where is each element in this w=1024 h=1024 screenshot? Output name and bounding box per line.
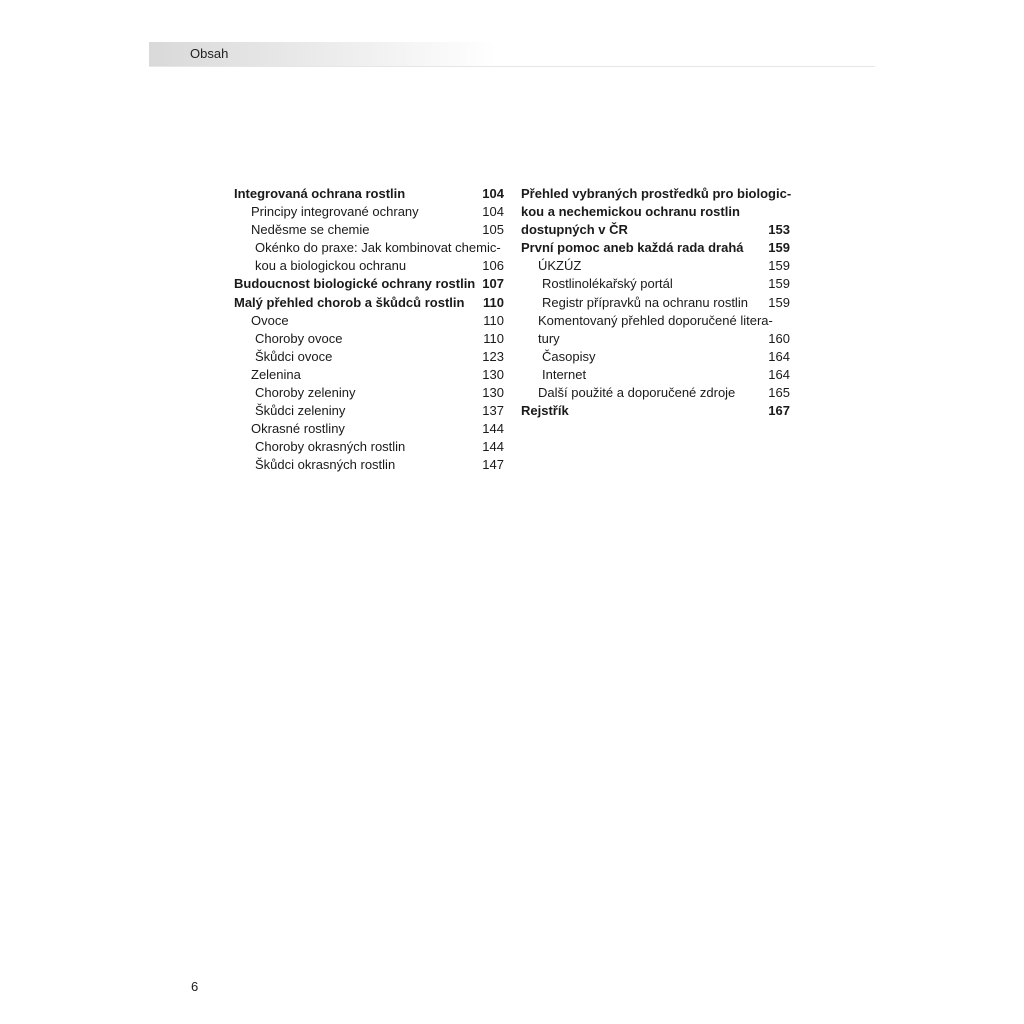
toc-entry-page: 106 [482, 258, 504, 274]
toc-entry [234, 294, 504, 312]
toc-entry-title: dostupných v ČR [521, 222, 628, 238]
toc-entry-title: ÚKZÚZ [538, 258, 582, 274]
toc-entry-title: Registr přípravků na ochranu rostlin [542, 294, 748, 310]
toc-entry-page: 159 [768, 294, 790, 310]
toc-entry-page: 105 [482, 222, 504, 238]
toc-entry-page: 159 [768, 240, 790, 256]
toc-entry-page: 104 [482, 204, 504, 220]
toc-entry [234, 330, 504, 348]
toc-entry-title: Budoucnost biologické ochrany rostlin [234, 276, 476, 292]
toc-entry [234, 348, 504, 366]
toc-entry [521, 257, 790, 275]
toc-column-left [234, 185, 504, 475]
toc-entry-page: 123 [482, 348, 504, 364]
toc-entry [234, 221, 504, 239]
toc-entry-title: První pomoc aneb každá rada drahá [521, 240, 744, 256]
toc-entry-page: 159 [768, 258, 790, 274]
toc-entry-page: 104 [482, 186, 504, 201]
toc-entry [521, 239, 790, 257]
toc-entry-title: Zelenina [251, 366, 301, 382]
toc-entry [521, 203, 790, 221]
toc-entry-title: kou a biologickou ochranu [255, 258, 407, 274]
toc-entry [234, 366, 504, 384]
toc-entry-title: Škůdci okrasných rostlin [255, 457, 396, 473]
toc-entry-page: 144 [482, 439, 504, 455]
toc-entry-page: 147 [482, 457, 504, 473]
toc-entry [234, 420, 504, 438]
toc-entry [234, 203, 504, 221]
page-title: Obsah [190, 46, 229, 61]
toc-entry-title: Škůdci ovoce [255, 348, 333, 364]
toc-entry-page: 130 [482, 385, 504, 401]
toc-entry-title: Rejstřík [521, 403, 569, 419]
toc-entry-title: Choroby ovoce [255, 330, 343, 346]
toc-entry [521, 330, 790, 348]
toc-entry [521, 402, 790, 420]
toc-entry-page: 110 [483, 294, 504, 310]
toc-entry-page: 159 [768, 276, 790, 292]
toc-entry [234, 402, 504, 420]
toc-entry-title: Internet [542, 366, 587, 382]
toc-entry-title: Časopisy [542, 348, 596, 364]
toc-entry [521, 294, 790, 312]
toc-entry [234, 185, 504, 203]
toc-entry-title: Choroby zeleniny [255, 385, 356, 401]
toc-entry-title: Rostlinolékařský portál [542, 276, 673, 292]
toc-entry-title: Choroby okrasných rostlin [255, 439, 406, 455]
toc-entry-title: Komentovaný přehled doporučené litera- [538, 312, 773, 328]
toc-entry [234, 312, 504, 330]
toc-entry-title: Další použité a doporučené zdroje [538, 385, 736, 401]
toc-entry-page: 130 [482, 366, 504, 382]
toc-column-right [521, 185, 790, 420]
toc-entry-title: Přehled vybraných prostředků pro biologic- [521, 186, 792, 201]
toc-entry-title: tury [538, 330, 560, 346]
toc-entry [234, 456, 504, 474]
toc-entry [521, 312, 790, 330]
toc-entry-page: 165 [768, 385, 790, 401]
toc-entry-title: Integrovaná ochrana rostlin [234, 186, 406, 201]
toc-entry-title: Okénko do praxe: Jak kombinovat chemic- [255, 240, 501, 256]
header-bar [149, 42, 875, 66]
toc-entry [521, 384, 790, 402]
toc-entry [521, 275, 790, 293]
toc-entry-title: Okrasné rostliny [251, 421, 345, 437]
toc-entry [521, 348, 790, 366]
toc-entry-title: kou a nechemickou ochranu rostlin [521, 204, 740, 220]
page-number: 6 [191, 979, 199, 994]
toc-entry-title: Neděsme se chemie [251, 222, 370, 238]
toc-entry-page: 137 [482, 403, 504, 419]
toc-entry [521, 185, 790, 203]
toc-entry-page: 144 [482, 421, 504, 437]
toc-entry-title: Ovoce [251, 312, 289, 328]
toc-entry-page: 107 [482, 276, 504, 292]
toc-entry-title: Principy integrované ochrany [251, 204, 419, 220]
toc-entry-page: 164 [768, 348, 790, 364]
toc-entry-page: 110 [483, 312, 504, 328]
toc-entry [234, 275, 504, 293]
toc-entry [521, 366, 790, 384]
toc-entry [234, 384, 504, 402]
toc-entry [234, 257, 504, 275]
toc-entry-page: 110 [483, 330, 504, 346]
header-rule [149, 66, 875, 67]
toc-entry-page: 167 [768, 403, 790, 419]
toc-entry-title: Malý přehled chorob a škůdců rostlin [234, 294, 465, 310]
toc-entry [234, 438, 504, 456]
toc-entry-title: Škůdci zeleniny [255, 403, 346, 419]
toc-entry-page: 164 [768, 366, 790, 382]
toc-entry-page: 160 [768, 330, 790, 346]
toc-entry [521, 221, 790, 239]
toc-entry-page: 153 [768, 222, 790, 238]
toc-entry [234, 239, 504, 257]
